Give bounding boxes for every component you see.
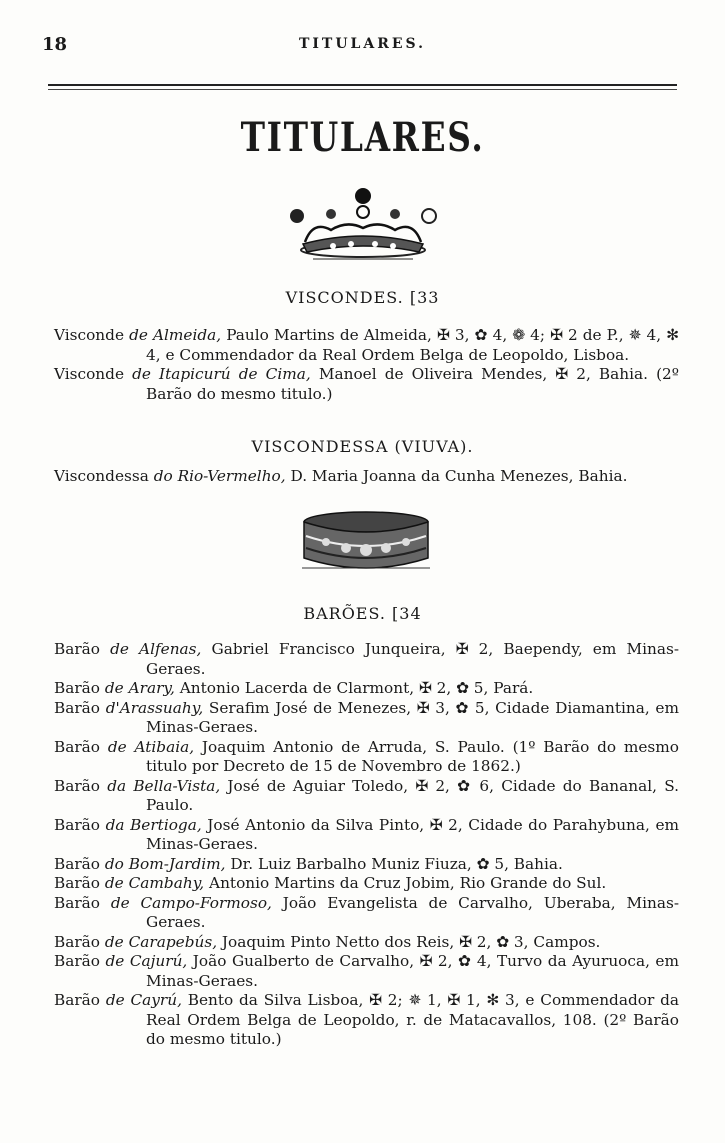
running-title: TITULARES. (298, 36, 427, 52)
list-item: Barão de Cayrú, Bento da Silva Lisboa, ✠ 2; ✵ 1, ✠ 1, ✻ 3, e Commendador da Real Ordem Belga de Leopoldo, r. de Matacavallos, 108. (2º Barão do mesmo titulo.) (54, 991, 679, 1048)
page-title: TITULARES. (240, 114, 485, 161)
list-item: Barão do Bom-Jardim, Dr. Luiz Barbalho Muniz Fiuza, ✿ 5, Bahia. (54, 854, 563, 873)
page-number: 18 (42, 34, 68, 55)
list-item: Barão de Campo-Formoso, João Evangelista de Carvalho, Uberaba, Minas-Geraes. (54, 893, 679, 931)
list-item: Visconde de Almeida, Paulo Martins de Almeida, ✠ 3, ✿ 4, ❁ 4; ✠ 2 de P., ✵ 4, ✻ 4, e Commendador da Real Ordem Belga de Leopoldo, Lisboa. (54, 326, 679, 364)
list-item: Barão de Carapebús, Joaquim Pinto Netto dos Reis, ✠ 2, ✿ 3, Campos. (54, 932, 601, 951)
running-head (40, 34, 685, 56)
list-item: Viscondessa do Rio-Vermelho, D. Maria Joanna da Cunha Menezes, Bahia. (54, 467, 628, 485)
baroes-list (54, 640, 679, 1050)
viscondessa-list (54, 467, 679, 487)
list-item: Barão da Bella-Vista, José de Aguiar Toledo, ✠ 2, ✿ 6, Cidade do Bananal, S. Paulo. (54, 776, 679, 814)
section-heading-viscondessa: VISCONDESSA (VIUVA). (251, 437, 474, 456)
header-rule (48, 84, 677, 86)
list-item: Barão de Arary, Antonio Lacerda de Clarmont, ✠ 2, ✿ 5, Pará. (54, 679, 534, 697)
list-item: Barão de Cambahy, Antonio Martins da Cruz Jobim, Rio Grande do Sul. (54, 874, 607, 892)
section-heading-baroes: BARÕES. [34 (303, 604, 422, 623)
list-item: Barão de Atibaia, Joaquim Antonio de Arruda, S. Paulo. (1º Barão do mesmo titulo por Decreto de 15 de Novembro de 1862.) (54, 737, 679, 775)
list-item: Barão de Alfenas, Gabriel Francisco Junqueira, ✠ 2, Baependy, em Minas-Geraes. (54, 640, 679, 678)
header-rule-thin (48, 89, 677, 90)
list-item: Barão de Cajurú, João Gualberto de Carvalho, ✠ 2, ✿ 4, Turvo da Ayuruoca, em Minas-Geraes. (54, 952, 679, 990)
baron-coronet-icon (296, 508, 436, 578)
list-item: Barão d'Arassuahy, Serafim José de Menezes, ✠ 3, ✿ 5, Cidade Diamantina, em Minas-Geraes. (54, 698, 679, 736)
section-heading-viscondes: VISCONDES. [33 (285, 288, 440, 307)
list-item: Barão da Bertioga, José Antonio da Silva Pinto, ✠ 2, Cidade do Parahybuna, em Minas-Geraes. (54, 815, 679, 853)
viscondes-list (54, 326, 679, 404)
list-item: Visconde de Itapicurú de Cima, Manoel de Oliveira Mendes, ✠ 2, Bahia. (2º Barão do mesmo titulo.) (54, 365, 679, 403)
viscount-coronet-icon (283, 184, 443, 264)
